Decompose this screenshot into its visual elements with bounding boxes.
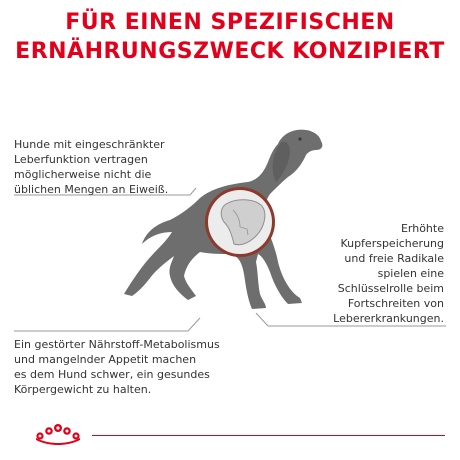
callout-copper-line: Fortschreiten von [347, 297, 444, 310]
callout-metabolism-line: es dem Hund schwer, ein gesundes [14, 368, 210, 381]
callout-protein-line: Hunde mit eingeschränkter [14, 138, 165, 151]
callout-copper-line: Lebererkrankungen. [333, 312, 444, 325]
callout-protein-line: möglicherweise nicht die [14, 168, 152, 181]
callout-metabolism [14, 337, 244, 397]
callout-protein [14, 137, 204, 197]
footer-divider [92, 435, 445, 436]
royal-canin-crown-logo [30, 421, 86, 445]
title-line-2: ERNÄHRUNGSZWECK KONZIPIERT [15, 39, 445, 64]
callout-copper-line: Erhöhte [400, 222, 444, 235]
title-line-1: FÜR EINEN SPEZIFISCHEN [65, 10, 395, 35]
callout-metabolism-line: Ein gestörter Nährstoff-Metabolismus [14, 338, 220, 351]
callout-protein-line: Leberfunktion vertragen [14, 153, 148, 166]
callout-protein-line: üblichen Mengen an Eiweiß. [14, 183, 169, 196]
callout-copper-line: Schlüsselrolle beim [337, 282, 444, 295]
callout-metabolism-line: Körpergewicht zu halten. [14, 383, 152, 396]
callout-copper-line: spielen eine [377, 267, 444, 280]
callout-copper-line: Kupferspeicherung [340, 237, 444, 250]
callout-metabolism-line: und mangelnder Appetit machen [14, 353, 197, 366]
dog-eye [298, 137, 301, 140]
callout-copper-line: und freie Radikale [344, 252, 444, 265]
callout-copper [304, 221, 444, 326]
